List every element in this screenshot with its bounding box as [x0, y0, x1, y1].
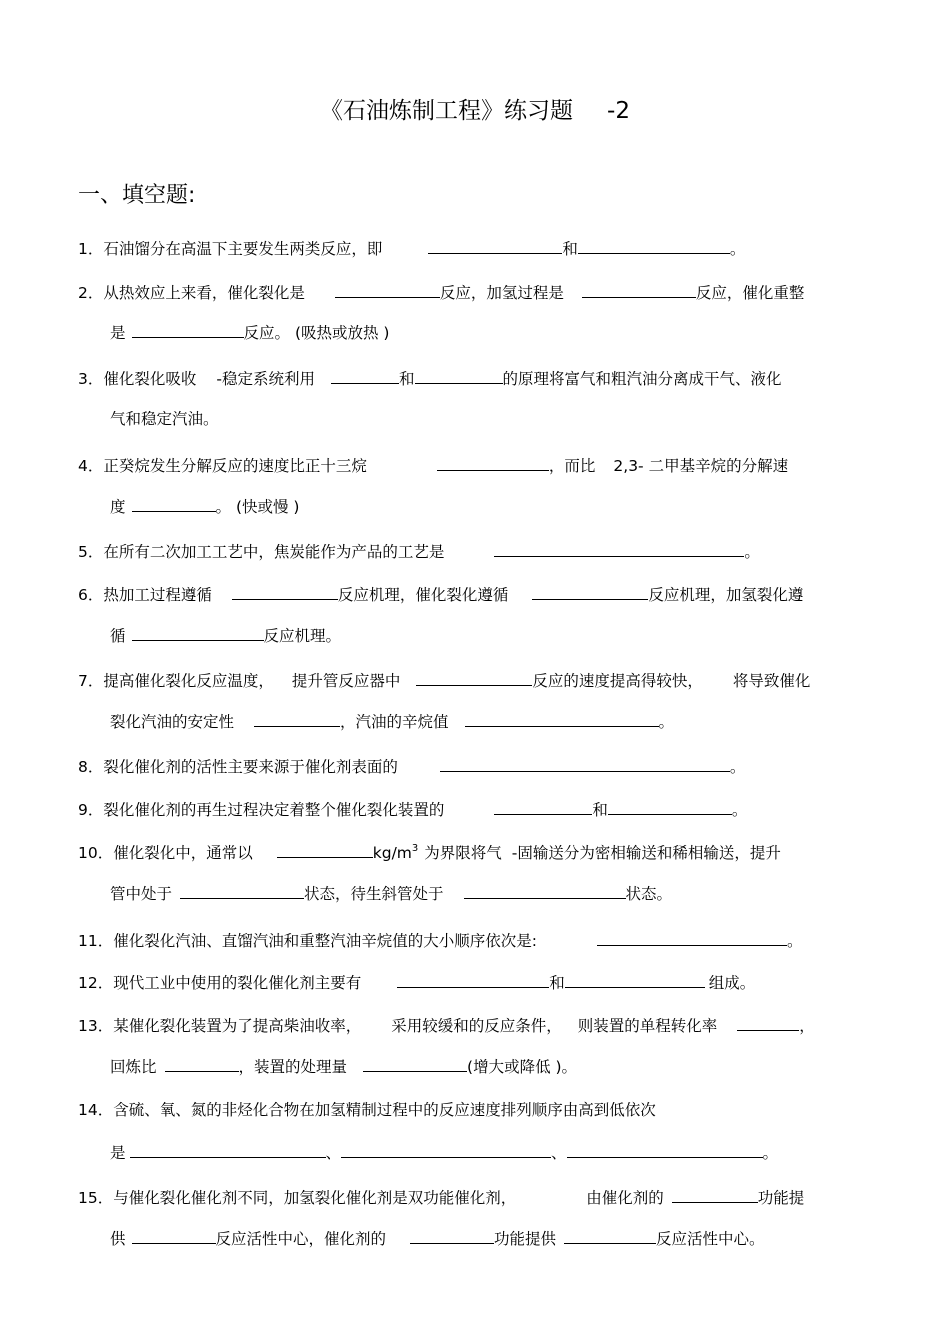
answer-blank[interactable]	[165, 1055, 239, 1072]
answer-blank[interactable]	[363, 1055, 467, 1072]
answer-blank[interactable]	[440, 755, 730, 772]
question-number: 10．	[78, 844, 114, 862]
answer-blank[interactable]	[582, 281, 696, 298]
question-1: 1．石油馏分在高温下主要发生两类反应，即 和 。	[78, 237, 745, 259]
question-2: 2．从热效应上来看，催化裂化是 反应，加氢过程是 反应，催化重整	[78, 281, 804, 303]
answer-blank[interactable]	[132, 1227, 216, 1244]
question-4: 4．正癸烷发生分解反应的速度比正十三烷 ，而比 2,3- 二甲基辛烷的分解速	[78, 454, 788, 476]
question-3-cont: 气和稳定汽油。	[110, 410, 219, 428]
answer-blank[interactable]	[532, 583, 648, 600]
question-number: 3．	[78, 370, 104, 388]
answer-blank[interactable]	[180, 882, 304, 899]
question-11: 11．催化裂化汽油、直馏汽油和重整汽油辛烷值的大小顺序依次是: 。	[78, 929, 802, 951]
question-9: 9．裂化催化剂的再生过程决定着整个催化裂化装置的 和 。	[78, 798, 747, 820]
answer-blank[interactable]	[397, 971, 549, 988]
answer-blank[interactable]	[597, 929, 787, 946]
answer-blank[interactable]	[464, 882, 626, 899]
answer-blank[interactable]	[232, 583, 338, 600]
question-13: 13．某催化裂化装置为了提高柴油收率， 采用较缓和的反应条件， 则装置的单程转化率 ，	[78, 1014, 815, 1036]
answer-blank[interactable]	[341, 1141, 551, 1158]
answer-blank[interactable]	[335, 281, 440, 298]
question-6: 6．热加工过程遵循 反应机理，催化裂化遵循 反应机理，加氢裂化遵	[78, 583, 803, 605]
question-15-cont: 供 反应活性中心，催化剂的 功能提供 反应活性中心。	[110, 1227, 765, 1249]
question-4-cont: 度 。 (快或慢 )	[110, 495, 299, 517]
question-15: 15．与催化裂化催化剂不同，加氢裂化催化剂是双功能催化剂， 由催化剂的 功能提	[78, 1186, 804, 1208]
answer-blank[interactable]	[132, 495, 216, 512]
question-number: 9．	[78, 801, 104, 819]
question-number: 14．	[78, 1101, 114, 1119]
page-title	[0, 92, 950, 125]
answer-blank[interactable]	[130, 1141, 326, 1158]
answer-blank[interactable]	[416, 669, 532, 686]
question-number: 5．	[78, 543, 104, 561]
question-number: 13．	[78, 1017, 114, 1035]
answer-blank[interactable]	[494, 798, 592, 815]
question-number: 15．	[78, 1189, 114, 1207]
question-5: 5．在所有二次加工工艺中，焦炭能作为产品的工艺是 。	[78, 540, 760, 562]
question-number: 4．	[78, 457, 104, 475]
answer-blank[interactable]	[277, 841, 373, 858]
question-14-cont: 是 、 、 。	[110, 1141, 778, 1163]
title-main: 《石油炼制工程》练习题	[320, 98, 574, 124]
question-number: 1．	[78, 240, 104, 258]
question-10-cont: 管中处于 状态，待生斜管处于 状态。	[110, 882, 672, 904]
answer-blank[interactable]	[672, 1186, 758, 1203]
answer-blank[interactable]	[608, 798, 732, 815]
answer-blank[interactable]	[415, 367, 503, 384]
answer-blank[interactable]	[578, 237, 730, 254]
question-number: 11．	[78, 932, 114, 950]
answer-blank[interactable]	[428, 237, 562, 254]
question-10: 10．催化裂化中，通常以 $kg/m^3$ 为界限将气 -固输送分为密相输送和稀相输送，提升	[78, 843, 781, 862]
question-7-cont: 裂化汽油的安定性 ，汽油的辛烷值 。	[110, 710, 674, 732]
answer-blank[interactable]	[437, 454, 549, 471]
section-heading: 一、填空题:	[78, 183, 196, 208]
answer-blank[interactable]	[132, 624, 264, 641]
question-7: 7．提高催化裂化反应温度， 提升管反应器中 反应的速度提高得较快， 将导致催化	[78, 669, 810, 691]
question-number: 8．	[78, 758, 104, 776]
answer-blank[interactable]	[737, 1014, 799, 1031]
question-number: 12．	[78, 974, 114, 992]
question-number: 7．	[78, 672, 104, 690]
question-6-cont: 循 反应机理。	[110, 624, 341, 646]
answer-blank[interactable]	[132, 321, 244, 338]
answer-blank[interactable]	[565, 971, 705, 988]
question-13-cont: 回炼比 ，装置的处理量 (增大或降低 )。	[110, 1055, 577, 1077]
answer-blank[interactable]	[567, 1141, 763, 1158]
answer-blank[interactable]	[494, 540, 744, 557]
question-14: 14．含硫、氧、氮的非烃化合物在加氢精制过程中的反应速度排列顺序由高到低依次	[78, 1101, 656, 1119]
question-number: 2．	[78, 284, 104, 302]
answer-blank[interactable]	[465, 710, 659, 727]
answer-blank[interactable]	[564, 1227, 656, 1244]
question-2-cont: 是 反应。 (吸热或放热 )	[110, 321, 389, 343]
question-number: 6．	[78, 586, 104, 604]
answer-blank[interactable]	[331, 367, 399, 384]
question-12: 12．现代工业中使用的裂化催化剂主要有 和 组成。	[78, 971, 755, 993]
title-suffix: -2	[607, 98, 630, 124]
question-8: 8．裂化催化剂的活性主要来源于催化剂表面的 。	[78, 755, 745, 777]
answer-blank[interactable]	[254, 710, 340, 727]
answer-blank[interactable]	[410, 1227, 494, 1244]
question-3: 3．催化裂化吸收 -稳定系统利用 和 的原理将富气和粗汽油分离成干气、液化	[78, 367, 782, 389]
